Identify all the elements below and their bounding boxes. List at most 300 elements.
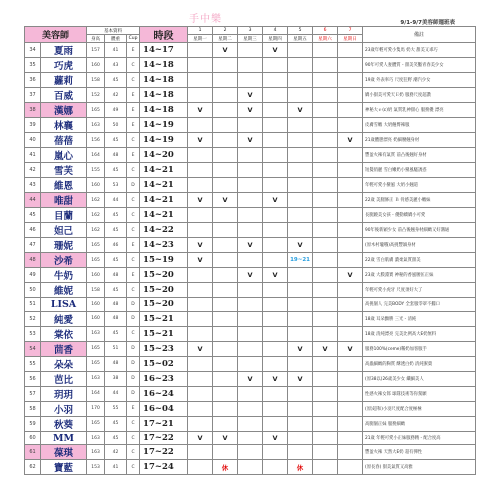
day-mark-7 [338,73,363,88]
day-mark-2 [213,208,238,223]
note-text: 18歲 耳朵顫勝 三光 - 清純 [363,311,476,326]
header-height: 身高 [87,35,105,43]
row-number: 44 [25,193,41,208]
note-text: 高蟲細緻的胸質 酥透白奶 清純蜜菓 [363,356,476,371]
day-mark-1 [188,88,213,103]
day-mark-3: V [238,238,263,253]
row-number: 46 [25,223,41,238]
day-mark-4: V [263,431,288,445]
table-row [25,58,476,73]
watermark: 手中樂 [189,14,222,25]
day-mark-6 [313,416,338,431]
day-mark-5 [288,43,313,58]
table-row [25,133,476,148]
time-slot: 15~02 [140,356,188,371]
day-mark-1 [188,148,213,163]
day-mark-5: 休 [288,460,313,475]
day-mark-6 [313,283,338,298]
height-cm: 160 [87,311,105,326]
table-row [25,73,476,88]
header-cup: Cup [127,35,140,43]
weight-kg: 44 [105,386,127,401]
day-mark-4 [263,223,288,238]
day-mark-1 [188,208,213,223]
day-mark-4 [263,208,288,223]
height-cm: 160 [87,58,105,73]
note-text: 性感火辣女郎 球隊技術等你駕願 [363,386,476,401]
day-mark-1 [188,283,213,298]
day-mark-5 [288,223,313,238]
day-mark-5: 19~21 [288,253,313,268]
day-mark-4 [263,356,288,371]
weight-kg: 42 [105,445,127,460]
time-slot: 14~23 [140,238,188,253]
day-mark-2 [213,178,238,193]
time-slot: 15~19 [140,253,188,268]
day-number: 3 [238,27,263,35]
day-mark-7: V [338,133,363,148]
day-mark-2 [213,401,238,416]
time-slot: 14~21 [140,193,188,208]
day-mark-7 [338,223,363,238]
day-mark-4: V [263,268,288,283]
stylist-name: 夏雨 [41,43,87,58]
weight-kg: 48 [105,356,127,371]
stylist-name: 牛奶 [41,268,87,283]
time-slot: 15~20 [140,283,188,298]
day-mark-3 [238,253,263,268]
time-slot: 14~21 [140,178,188,193]
day-mark-4 [263,341,288,356]
day-mark-7 [338,103,363,118]
row-number: 34 [25,43,41,58]
weight-kg: 45 [105,133,127,148]
stylist-name: 嵐心 [41,148,87,163]
height-cm: 162 [87,193,105,208]
day-mark-5 [288,118,313,133]
cup-size: C [127,431,140,445]
cup-size: C [127,163,140,178]
note-text: 年輕可愛小虎牙 尺度須好大了 [363,283,476,298]
day-mark-3 [238,58,263,73]
weight-kg: 45 [105,283,127,298]
day-mark-2 [213,416,238,431]
table-row [25,326,476,341]
day-mark-5: V [288,103,313,118]
header-weight: 體重 [105,35,127,43]
time-slot: 17~24 [140,460,188,475]
day-mark-1 [188,460,213,475]
day-mark-7 [338,88,363,103]
stylist-name: 珊妮 [41,238,87,253]
cup-size: E [127,268,140,283]
day-mark-1 [188,163,213,178]
header-stylist: 美容師 [25,27,87,43]
day-name: 星期日 [338,35,363,43]
day-mark-4: V [263,371,288,386]
day-mark-2 [213,371,238,386]
day-mark-6 [313,326,338,341]
day-mark-2 [213,311,238,326]
cup-size: C [127,460,140,475]
height-cm: 163 [87,371,105,386]
cup-size: C [127,253,140,268]
day-mark-5 [288,431,313,445]
day-mark-6 [313,356,338,371]
weight-kg: 45 [105,223,127,238]
day-mark-1: V [188,341,213,356]
day-name: 星期六 [313,35,338,43]
day-mark-5 [288,148,313,163]
cup-size: E [127,88,140,103]
stylist-name: LISA [41,298,87,312]
day-mark-3 [238,148,263,163]
note-text: 19歲 外表率巧 尺度狂野 潮汽少女 [363,73,476,88]
weight-kg: 38 [105,371,127,386]
table-row [25,445,476,460]
time-slot: 17~21 [140,416,188,431]
day-name: 星期三 [238,35,263,43]
note-text: (原木村瓏哦)高挑豐韻身材 [363,238,476,253]
time-slot: 15~21 [140,326,188,341]
day-mark-4 [263,253,288,268]
day-mark-4 [263,298,288,312]
day-mark-5: V [288,371,313,386]
day-mark-5 [288,401,313,416]
day-mark-5 [288,386,313,401]
day-mark-2 [213,238,238,253]
height-cm: 170 [87,401,105,416]
day-mark-4 [263,163,288,178]
day-mark-7 [338,253,363,268]
height-cm: 152 [87,88,105,103]
stylist-name: 朵朵 [41,356,87,371]
day-mark-6 [313,208,338,223]
day-mark-1 [188,268,213,283]
day-name: 星期一 [188,35,213,43]
day-mark-1 [188,326,213,341]
day-mark-5 [288,73,313,88]
day-mark-3: V [238,268,263,283]
height-cm: 165 [87,253,105,268]
day-mark-3 [238,311,263,326]
day-mark-1 [188,223,213,238]
note-text: 21歲 年輕可愛小正妹服務精 - 配合度高 [363,431,476,445]
day-mark-4 [263,283,288,298]
day-mark-2 [213,163,238,178]
day-mark-5 [288,163,313,178]
day-number: 5 [288,27,313,35]
time-slot: 14~18 [140,103,188,118]
height-cm: 160 [87,178,105,193]
day-mark-3 [238,163,263,178]
height-cm: 165 [87,356,105,371]
cup-size: D [127,356,140,371]
row-number: 51 [25,298,41,312]
weight-kg: 45 [105,431,127,445]
day-mark-1 [188,178,213,193]
weight-kg: 45 [105,163,127,178]
row-number: 49 [25,268,41,283]
cup-size: C [127,133,140,148]
cup-size: C [127,223,140,238]
day-mark-7 [338,386,363,401]
day-mark-4 [263,73,288,88]
height-cm: 155 [87,163,105,178]
cup-size: C [127,445,140,460]
day-mark-5 [288,133,313,148]
cup-size: C [127,208,140,223]
cup-size: C [127,326,140,341]
table-row [25,238,476,253]
note-text: 高腿個正妹 服務細緻 [363,416,476,431]
day-mark-3: V [238,133,263,148]
day-mark-7 [338,416,363,431]
note-text: 皮膚雪嫩 大奶翹臀辣服 [363,118,476,133]
header-time: 時段 [140,27,188,43]
weight-kg: 45 [105,208,127,223]
cup-size: C [127,283,140,298]
row-number: 36 [25,73,41,88]
row-number: 54 [25,341,41,356]
day-mark-3 [238,356,263,371]
row-number: 48 [25,253,41,268]
stylist-name: 妲己 [41,223,87,238]
day-mark-7 [338,208,363,223]
day-mark-6 [313,133,338,148]
cup-size: C [127,193,140,208]
stylist-name: 秋葵 [41,416,87,431]
day-mark-3 [238,193,263,208]
stylist-name: MM [41,431,87,445]
day-mark-5 [288,88,313,103]
height-cm: 163 [87,326,105,341]
day-mark-4 [263,386,288,401]
table-row [25,311,476,326]
weight-kg: 45 [105,253,127,268]
day-mark-6 [313,163,338,178]
stylist-name: 漢娜 [41,103,87,118]
table-row [25,401,476,416]
day-mark-5 [288,311,313,326]
time-slot: 14~18 [140,73,188,88]
time-slot: 16~24 [140,386,188,401]
day-mark-7: V [338,341,363,356]
day-mark-2 [213,223,238,238]
stylist-name: 葆琪 [41,445,87,460]
stylist-name: 百威 [41,88,87,103]
cup-size: D [127,178,140,193]
table-row [25,356,476,371]
day-mark-5 [288,208,313,223]
note-text: 嬌小甜美可愛天Ｅ奶 服務尺度超讚 [363,88,476,103]
time-slot: 14~19 [140,118,188,133]
weight-kg: 55 [105,401,127,416]
day-mark-3 [238,283,263,298]
note-text: 年輕可愛小蠻風 大奶小翹道 [363,178,476,193]
height-cm: 163 [87,118,105,133]
day-mark-7 [338,401,363,416]
weight-kg: 43 [105,58,127,73]
cup-size: D [127,341,140,356]
table-row [25,148,476,163]
weight-kg: 45 [105,416,127,431]
day-mark-7: V [338,268,363,283]
day-mark-1 [188,311,213,326]
time-slot: 14~18 [140,58,188,73]
row-number: 62 [25,460,41,475]
time-slot: 15~23 [140,341,188,356]
day-mark-4 [263,416,288,431]
day-mark-4 [263,460,288,475]
day-mark-7 [338,356,363,371]
day-mark-6 [313,73,338,88]
day-mark-2: V [213,431,238,445]
day-mark-1: V [188,238,213,253]
day-mark-2 [213,253,238,268]
note-text: 長腿蹺美女孩 - 優動嬌嬌小可愛 [363,208,476,223]
day-mark-3 [238,73,263,88]
day-mark-4 [263,311,288,326]
day-mark-3 [238,401,263,416]
note-text: 神秘大ｅ(ε)奶 氣質乳神甜心 服務優 漂亮 [363,103,476,118]
height-cm: 158 [87,73,105,88]
row-number: 45 [25,208,41,223]
table-row [25,208,476,223]
day-mark-2 [213,298,238,312]
weight-kg: 49 [105,103,127,118]
day-mark-6 [313,238,338,253]
day-mark-3 [238,386,263,401]
note-text: 22歲 雪白肌膚 濃柔氣質甜美 [363,253,476,268]
day-mark-1 [188,401,213,416]
day-mark-7 [338,371,363,386]
day-mark-7 [338,445,363,460]
day-mark-2 [213,118,238,133]
table-row [25,386,476,401]
day-mark-6 [313,401,338,416]
note-text: 短髮俏麗 雪白嫩奶小蠻風騷誘惑 [363,163,476,178]
stylist-name: 玥玥 [41,386,87,401]
day-mark-6 [313,445,338,460]
table-row [25,178,476,193]
cup-size: E [127,43,140,58]
table-row [25,103,476,118]
day-mark-1: V [188,133,213,148]
note-text: (原38以)26歲美少女 纖細美人 [363,371,476,386]
day-mark-1: V [188,431,213,445]
row-number: 47 [25,238,41,253]
day-mark-4 [263,58,288,73]
table-row [25,460,476,475]
day-mark-4 [263,326,288,341]
row-number: 58 [25,401,41,416]
day-mark-6 [313,88,338,103]
day-mark-6 [313,253,338,268]
day-mark-2 [213,133,238,148]
note-text: 22歲 美腿修正 Ｂ 骨感美麗小嫩妹 [363,193,476,208]
table-row [25,43,476,58]
day-mark-2 [213,326,238,341]
day-name: 星期四 [263,35,288,43]
stylist-name: 目蘭 [41,208,87,223]
time-slot: 15~20 [140,268,188,283]
row-number: 52 [25,311,41,326]
day-mark-4 [263,445,288,460]
day-mark-1 [188,445,213,460]
note-text: 21歲體態漂亮 奶細腰翹身材 [363,133,476,148]
weight-kg: 42 [105,88,127,103]
day-mark-4 [263,103,288,118]
weight-kg: 41 [105,43,127,58]
height-cm: 158 [87,283,105,298]
day-mark-1 [188,386,213,401]
day-mark-6 [313,103,338,118]
day-mark-1 [188,356,213,371]
time-slot: 16~23 [140,371,188,386]
table-row [25,163,476,178]
day-mark-2 [213,386,238,401]
day-mark-2: V [213,43,238,58]
day-mark-3: V [238,103,263,118]
day-mark-6 [313,311,338,326]
day-mark-5: V [288,341,313,356]
weight-kg: 45 [105,326,127,341]
time-slot: 17~22 [140,445,188,460]
weight-kg: 45 [105,73,127,88]
stylist-name: 棠依 [41,326,87,341]
day-mark-5 [288,268,313,283]
cup-size: E [127,238,140,253]
day-mark-3 [238,445,263,460]
day-mark-5 [288,356,313,371]
day-number: 7 [338,27,363,35]
day-mark-3: V [238,88,263,103]
row-number: 57 [25,386,41,401]
day-mark-6 [313,148,338,163]
day-mark-5 [288,298,313,312]
row-number: 55 [25,356,41,371]
cup-size: E [127,148,140,163]
cup-size: C [127,416,140,431]
day-mark-4 [263,88,288,103]
note-text: 服務100%(ceme)稀奶加客服手 [363,341,476,356]
day-mark-3 [238,43,263,58]
day-mark-7 [338,193,363,208]
stylist-name: 沙希 [41,253,87,268]
schedule-table [24,26,476,475]
day-mark-6 [313,386,338,401]
day-mark-7 [338,118,363,133]
cup-size: E [127,118,140,133]
time-slot: 15~21 [140,311,188,326]
day-mark-5 [288,445,313,460]
day-mark-7 [338,178,363,193]
day-mark-2: 休 [213,460,238,475]
day-mark-2 [213,148,238,163]
day-mark-2 [213,103,238,118]
table-row [25,268,476,283]
note-text: 豐盈火辣有氣質 前凸後翹好身材 [363,148,476,163]
day-mark-4 [263,178,288,193]
day-mark-1 [188,371,213,386]
day-name: 星期二 [213,35,238,43]
height-cm: 165 [87,238,105,253]
day-mark-7 [338,298,363,312]
weight-kg: 48 [105,148,127,163]
header-note: 備註 [363,27,476,43]
day-mark-2 [213,283,238,298]
